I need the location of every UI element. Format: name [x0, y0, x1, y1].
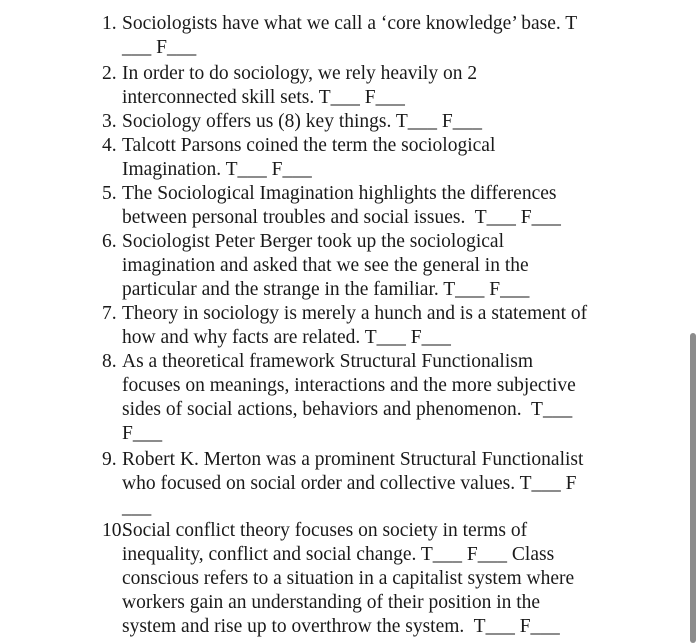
question-7-cont — [102, 326, 451, 350]
question-number: 6. — [102, 231, 117, 252]
question-text-line: particular and the strange in the familiar. T___ F___ — [122, 279, 530, 300]
question-text-line: conscious refers to a situation in a capitalist system where — [122, 568, 575, 589]
question-9-cont — [102, 472, 577, 496]
question-2 — [102, 62, 477, 86]
question-number: 1. — [102, 13, 117, 34]
question-text-line: workers gain an understanding of their position in the — [122, 592, 541, 613]
question-3 — [102, 110, 482, 134]
question-10-cont — [102, 567, 574, 591]
question-number: 3. — [102, 111, 117, 132]
question-10 — [102, 519, 527, 543]
question-text-line: Robert K. Merton was a prominent Structural Functionalist — [122, 449, 584, 470]
question-text-line: Sociologists have what we call a ‘core knowledge’ base. T — [122, 13, 578, 34]
vertical-scrollbar[interactable] — [690, 333, 696, 643]
question-text-line: Theory in sociology is merely a hunch and is a statement of — [122, 303, 588, 324]
question-number: 9. — [102, 449, 117, 470]
question-text-line: ___ F___ — [122, 37, 197, 58]
question-text-line: ___ — [122, 497, 152, 518]
question-number: 7. — [102, 303, 117, 324]
question-text-line: As a theoretical framework Structural Functionalism — [122, 351, 534, 372]
question-text-line: focuses on meanings, interactions and the more subjective — [122, 375, 576, 396]
question-4 — [102, 134, 495, 158]
question-6-cont — [102, 278, 529, 302]
question-text-line: F___ — [122, 423, 163, 444]
question-number: 10. — [102, 520, 127, 541]
question-1-cont — [102, 36, 196, 60]
question-number: 5. — [102, 183, 117, 204]
question-text-line: between personal troubles and social issues. T___ F___ — [122, 207, 561, 228]
question-4-cont — [102, 158, 312, 182]
question-text-line: interconnected skill sets. T___ F___ — [122, 87, 405, 108]
question-text-line: sides of social actions, behaviors and phenomenon. T___ — [122, 399, 573, 420]
question-text-line: Social conflict theory focuses on society in terms of — [122, 520, 528, 541]
question-text-line: imagination and asked that we see the general in the — [122, 255, 529, 276]
question-2-cont — [102, 86, 405, 110]
question-text-line: how and why facts are related. T___ F___ — [122, 327, 451, 348]
question-8-cont — [102, 374, 576, 398]
question-10-cont — [102, 615, 560, 639]
question-8-cont — [102, 398, 572, 422]
question-9 — [102, 448, 583, 472]
question-7 — [102, 302, 587, 326]
question-1 — [102, 12, 577, 36]
question-9-cont — [102, 496, 151, 520]
question-text-line: Imagination. T___ F___ — [122, 159, 312, 180]
question-5-cont — [102, 206, 561, 230]
question-text-line: In order to do sociology, we rely heavily on 2 — [122, 63, 478, 84]
question-number: 4. — [102, 135, 117, 156]
question-10-cont — [102, 591, 540, 615]
question-text-line: Talcott Parsons coined the term the sociological — [122, 135, 496, 156]
question-10-cont — [102, 543, 554, 567]
question-8 — [102, 350, 533, 374]
question-text-line: Sociologist Peter Berger took up the sociological — [122, 231, 504, 252]
question-number: 2. — [102, 63, 117, 84]
question-text-line: Sociology offers us (8) key things. T___ F___ — [122, 111, 483, 132]
question-6 — [102, 230, 504, 254]
question-text-line: who focused on social order and collective values. T___ F — [122, 473, 577, 494]
question-number: 8. — [102, 351, 117, 372]
question-6-cont — [102, 254, 529, 278]
question-8-cont — [102, 422, 162, 446]
question-text-line: The Sociological Imagination highlights the differences — [122, 183, 557, 204]
question-5 — [102, 182, 556, 206]
question-text-line: system and rise up to overthrow the system. T___ F___ — [122, 616, 560, 637]
question-text-line: inequality, conflict and social change. T___ F___ Class — [122, 544, 555, 565]
